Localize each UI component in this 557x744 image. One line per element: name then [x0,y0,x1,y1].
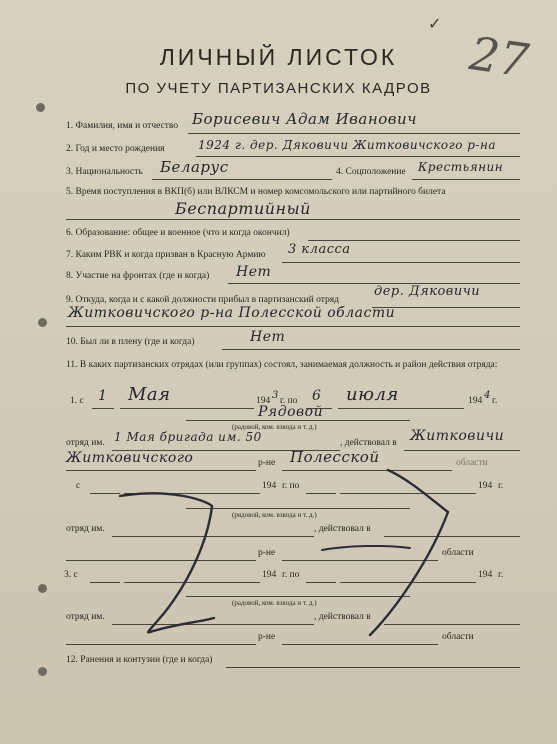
field-8-value: Нет [236,264,272,280]
service-1-year2-digit: 4 [484,390,491,401]
service-1-oblast-value: Полесской [290,448,380,466]
strike-mark-left [120,493,214,632]
field-3-value: Беларус [160,158,229,176]
service-3-year-label: 194 [262,570,277,580]
service-3-po-label: г. по [282,570,300,580]
service-3-year2-label: 194 [478,570,493,580]
field-4-label: 4. Соцположение [336,167,406,177]
service-1-rank: Рядовой [258,404,324,420]
field-1-value: Борисевич Адам Иванович [192,110,417,128]
service-2-otryad-label: отряд им. [66,524,105,534]
service-1-acted-value: Житковичи [410,428,505,444]
service-1-acted-label: , действовал в [340,438,397,448]
service-1-day2: 6 [312,388,322,404]
field-2-label: 2. Год и место рождения [66,144,165,154]
strike-mark-right [370,470,448,635]
service-3-prefix: 3. с [64,570,78,580]
service-2-prefix: с [76,481,81,491]
field-8-label: 8. Участие на фронтах (где и когда) [66,271,210,281]
service-2-g-suffix: г. [498,481,504,491]
service-1-g-suffix: г. [492,396,498,406]
service-3-g-suffix: г. [498,570,504,580]
service-3-acted-label: , действовал в [314,612,371,622]
field-5-label: 5. Время поступления в ВКП(б) или ВЛКСМ и номер комсомольского или партийного билета [66,187,446,197]
service-2-rank-caption: (рядовой, ком. взвода и т. д.) [232,511,317,519]
service-2-oblast-label: области [442,548,474,558]
field-3-label: 3. Национальность [66,167,143,177]
service-2-po-label: г. по [282,481,300,491]
service-1-district: Житковичского [66,450,194,466]
service-3-rank-caption: (радовой, ком. взвода и т. д.) [232,599,317,607]
service-1-year2-label: 194 [468,396,483,406]
field-9-value-a: дер. Дяковичи [374,284,481,299]
service-1-oblast-label: области [456,458,488,468]
page-title: ЛИЧНЫЙ ЛИСТОК [159,44,398,70]
service-1-prefix: 1. с [70,396,84,406]
service-2-year-label: 194 [262,481,277,491]
service-2-rne-label: р-не [258,548,276,558]
field-7-label: 7. Каким РВК и когда призван в Красную Армию [66,250,266,260]
service-1-otryad-label: отряд им. [66,438,105,448]
field-2-value: 1924 г. дер. Дяковичи Житковичского р-на [198,138,497,152]
field-11-label: 11. В каких партизанских отрядах (или группах) состоял, занимаемая должность и район действия отряда: [66,360,498,370]
archive-number: 27 [466,26,533,88]
field-5-value: Беспартийный [175,199,311,218]
field-4-value: Крестьянин [418,160,504,174]
service-3-rne-label: р-не [258,632,276,642]
service-1-month: Мая [128,384,171,405]
field-1-label: 1. Фамилия, имя и отчество [66,121,179,131]
field-10-value: Нет [250,329,286,345]
service-1-year-label: 194 [256,396,271,406]
field-10-label: 10. Был ли в плену (где и когда) [66,337,195,347]
service-1-po-label: г. по [280,396,298,406]
field-7-value: 3 класса [288,242,351,257]
page-subtitle: ПО УЧЕТУ ПАРТИЗАНСКИХ КАДРОВ [125,80,432,97]
field-6-label: 6. Образование: общее и военное (что и когда окончил) [66,228,290,238]
service-2-year2-label: 194 [478,481,493,491]
service-1-rne-label: р-не [258,458,276,468]
field-9-label: 9. Откуда, когда и с какой должности прибыл в партизанский отряд [66,295,339,305]
service-3-otryad-label: отряд им. [66,612,105,622]
service-1-rank-caption: (радовой, ком. взвода и т. д.) [232,423,317,431]
field-9-value-b: Житковичского р-на Полесской области [68,305,396,321]
service-1-day: 1 [98,388,108,404]
check-mark: ✓ [428,16,442,33]
service-1-month2: июля [346,384,399,405]
strike-mark-right-stem [322,546,410,550]
field-12-label: 12. Ранения и контузии (где и когда) [66,655,213,665]
service-1-otryad-value: 1 Мая бригада им. 50 [114,430,262,444]
service-3-oblast-label: области [442,632,474,642]
service-2-acted-label: , действовал в [314,524,371,534]
service-1-year-digit: 3 [272,390,279,401]
